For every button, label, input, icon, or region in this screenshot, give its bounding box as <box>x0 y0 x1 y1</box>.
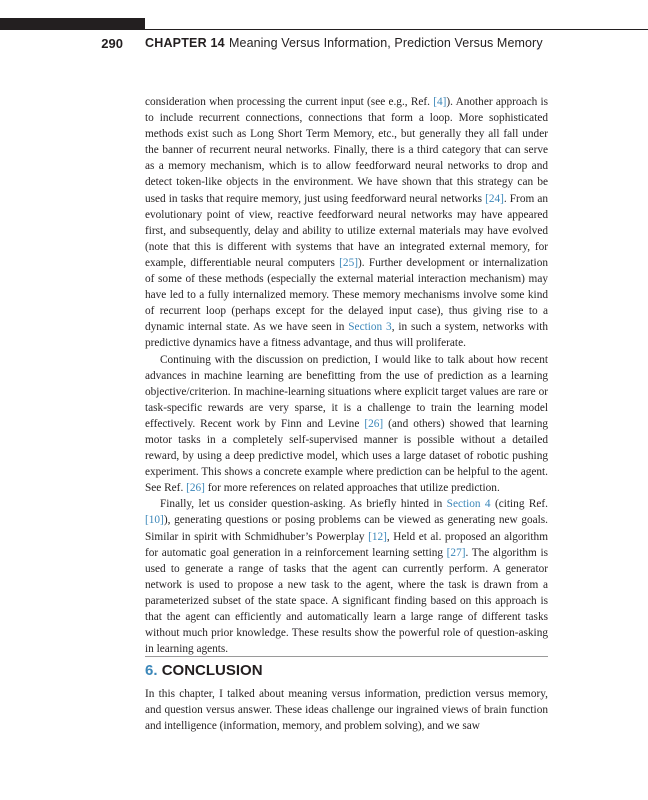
citation-link[interactable]: [25] <box>339 256 358 269</box>
page-number: 290 <box>101 36 123 51</box>
citation-link[interactable]: [26] <box>186 482 205 495</box>
citation-link[interactable]: [26] <box>364 417 384 430</box>
citation-link[interactable]: [4] <box>433 96 447 108</box>
text-run: (citing Ref. <box>490 498 548 511</box>
text-run: Finally, let us consider question-asking. As briefly hinted in <box>160 498 447 511</box>
section-heading <box>145 662 263 682</box>
citation-link[interactable]: [12] <box>368 530 387 543</box>
section-title: CONCLUSION <box>161 662 263 679</box>
running-head <box>0 36 648 54</box>
section-divider <box>145 656 548 657</box>
conclusion-text <box>145 686 548 734</box>
section-link[interactable]: Section 3 <box>348 321 392 334</box>
paragraph-conclusion <box>145 686 548 734</box>
text-run: for more references on related approaches that utilize prediction. <box>204 482 500 495</box>
text-run: Continuing with the discussion on prediction, I would like to talk about how recent advances in machine learning are benefitting from the use of prediction as a learning objective/criterion. In machine-learning situations where explicit target values are rare or task-specific rewards are very sparse, it is a challenge to train the learning model effectively. Recent work by Finn and Levine <box>145 353 548 430</box>
text-run: consideration when processing the current input (see e.g., Ref. <box>145 96 434 108</box>
citation-link[interactable]: [24] <box>485 192 504 205</box>
paragraph-memory <box>145 94 548 352</box>
paragraph-question-asking <box>145 496 548 657</box>
text-run: ). Further development or internalization of some of these methods (especially the external material interaction mechanism) may have led to a fully internalized memory. These memory mechanisms involve some kind of recurrent loop (perhaps except for the delayed input case), thus giving rise to a dynamic internal state. As we have seen in <box>145 256 548 334</box>
text-run: ). Another approach is to include recurrent connections, connections that form a loop. More sophisticated methods exist such as Long Short Term Memory, etc., but generally they all fall under the banner of recurrent neural networks. Finally, there is a third category that can serve as a memory mechanism, which is to allow feedforward neural networks to drop and detect token-like objects in the environment. We have shown that this strategy can be used in tasks that require memory, just using feedforward neural networks <box>145 96 548 205</box>
text-run: , in such a system, networks with predictive dynamics have a fitness advantage, and thus will proliferate. <box>145 321 549 350</box>
chapter-label: CHAPTER 14 <box>145 36 225 50</box>
paragraph-prediction <box>145 352 548 497</box>
citation-link[interactable]: [10] <box>145 514 164 527</box>
text-run: In this chapter, I talked about meaning versus information, prediction versus memory, and question versus answer. These ideas challenge our ingrained views of brain function and intelligence (information, memory, and problem solving), and we saw <box>145 688 548 733</box>
citation-link[interactable]: [27] <box>446 546 466 559</box>
chapter-title: Meaning Versus Information, Prediction Versus Memory <box>229 36 543 50</box>
header-bar <box>0 18 145 30</box>
text-run: ), generating questions or posing problems can be viewed as generating new goals. Similar in spirit with Schmidhuber’s Powerplay <box>145 514 548 543</box>
text-run: . From an evolutionary point of view, reactive feedforward neural networks may have appeared first, and subsequently, delay and ability to utilize external materials may have evolved (note that this is different with systems that have an integrated external memory, for example, differentiable neural computers <box>145 192 548 269</box>
text-run: . The algorithm is used to generate a range of tasks that the agent can currently perform. A generator network is used to propose a new task to the agent, where the task is drawn from a parameterized subset of the state space. A significant finding based on this approach is that the agent can efficiently and automatically learn a large range of different tasks without much prior knowledge. These results show the powerful role of question-asking in learning agents. <box>145 546 548 656</box>
section-link[interactable]: Section 4 <box>446 498 491 511</box>
text-run: (and others) showed that learning motor tasks in a completely self-supervised manner is possible without a detailed reward, by using a deep predictive model, which uses a large dataset of robotic pushing experiment. This shows a concrete example where prediction can be helpful to the agent. See Ref. <box>145 417 548 495</box>
header-rule <box>145 29 648 30</box>
text-run: , Held et al. proposed an algorithm for automatic goal generation in a reinforcement learning setting <box>145 530 548 559</box>
section-number: 6. <box>145 662 158 679</box>
body-text <box>145 94 548 657</box>
